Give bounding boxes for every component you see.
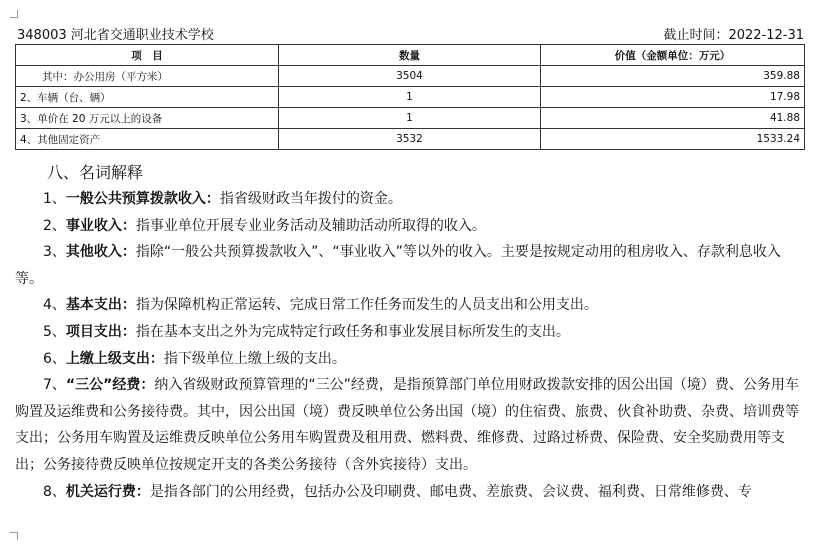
crop-mark-bottom-left xyxy=(10,532,18,540)
row-value: 41.88 xyxy=(541,108,805,129)
item-number: 7、 xyxy=(43,377,66,394)
column-header-item: 项 目 xyxy=(16,45,279,66)
item-term: 机关运行费： xyxy=(65,483,150,500)
row-name: 2、车辆（台、辆） xyxy=(16,87,279,108)
row-value: 1533.24 xyxy=(541,129,805,150)
item-text: 指事业单位开展专业业务活动及辅助活动所取得的收入。 xyxy=(135,217,486,234)
table-row xyxy=(16,129,805,150)
glossary-item xyxy=(15,319,805,346)
row-name: 其中：办公用房（平方米） xyxy=(16,66,279,87)
deadline-date: 截止时间：2022-12-31 xyxy=(663,28,804,43)
row-quantity: 1 xyxy=(279,108,541,129)
item-text: 指为保障机构正常运转、完成日常工作任务而发生的人员支出和公用支出。 xyxy=(135,297,598,314)
item-number: 8、 xyxy=(43,483,66,500)
item-number: 2、 xyxy=(43,217,66,234)
item-text: 指在基本支出之外为完成特定行政任务和事业发展目标所发生的支出。 xyxy=(135,323,570,340)
item-text: 是指各部门的公用经费，包括办公及印刷费、邮电费、差旅费、会议费、福利费、日常维修费、专 xyxy=(149,483,752,500)
row-value: 17.98 xyxy=(541,87,805,108)
crop-mark-top-left xyxy=(10,10,18,18)
item-term: 一般公共预算拨款收入： xyxy=(65,191,220,207)
table-row xyxy=(16,108,805,129)
glossary-item xyxy=(15,479,805,506)
item-number: 6、 xyxy=(43,350,66,367)
section-title: 八、名词解释 xyxy=(47,163,144,182)
glossary-item xyxy=(15,186,805,213)
item-number: 5、 xyxy=(43,323,66,340)
table-row xyxy=(16,66,805,87)
row-value: 359.88 xyxy=(541,66,805,87)
row-name: 4、其他固定资产 xyxy=(16,129,279,150)
fixed-assets-table xyxy=(15,44,805,150)
item-text: 指下级单位上缴上级的支出。 xyxy=(163,350,346,367)
item-term: 其他收入： xyxy=(65,244,136,261)
glossary-item xyxy=(15,213,805,240)
item-number: 4、 xyxy=(43,297,66,314)
item-term: 上缴上级支出： xyxy=(65,350,164,367)
row-quantity: 3504 xyxy=(279,66,541,87)
column-header-quantity: 数量 xyxy=(279,45,541,66)
item-number: 3、 xyxy=(43,244,66,261)
item-text: 指省级财政当年拨付的资金。 xyxy=(219,191,402,207)
glossary-list xyxy=(15,186,805,505)
row-quantity: 3532 xyxy=(279,129,541,150)
item-term: 项目支出： xyxy=(65,323,136,340)
row-quantity: 1 xyxy=(279,87,541,108)
item-term: 基本支出： xyxy=(65,297,136,314)
item-term: “三公”经费： xyxy=(65,377,155,394)
table-header-line xyxy=(17,24,804,42)
glossary-item xyxy=(15,239,805,292)
table-row xyxy=(16,87,805,108)
item-text: 纳入省级财政预算管理的“三公”经费，是指预算部门单位用财政拨款安排的因公出国（境）费、公务用车购置及运维费和公务接待费。其中，因公出国（境）费反映单位公务出国（境）的住宿费、旅费、伙食补助费、杂费、培训费等支出；公务用车购置及运维费反映单位公务用车购置费及租用费、燃料费、维修费、过路过桥费、保险费、安全奖励费用等支出；公务接待费反映单位按规定开支的各类公务接待（含外宾接待）支出。 xyxy=(15,377,799,473)
row-name: 3、单价在 20 万元以上的设备 xyxy=(16,108,279,129)
item-term: 事业收入： xyxy=(65,217,136,234)
table-header-row xyxy=(16,45,805,66)
column-header-value: 价值（金额单位：万元） xyxy=(541,45,805,66)
glossary-item xyxy=(15,372,805,478)
item-text: 指除“一般公共预算拨款收入”、“事业收入”等以外的收入。主要是按规定动用的租房收入、存款利息收入等。 xyxy=(15,244,781,287)
glossary-item xyxy=(15,292,805,319)
unit-name: 348003 河北省交通职业技术学校 xyxy=(17,28,214,43)
glossary-item xyxy=(15,346,805,373)
item-number: 1、 xyxy=(43,191,66,207)
